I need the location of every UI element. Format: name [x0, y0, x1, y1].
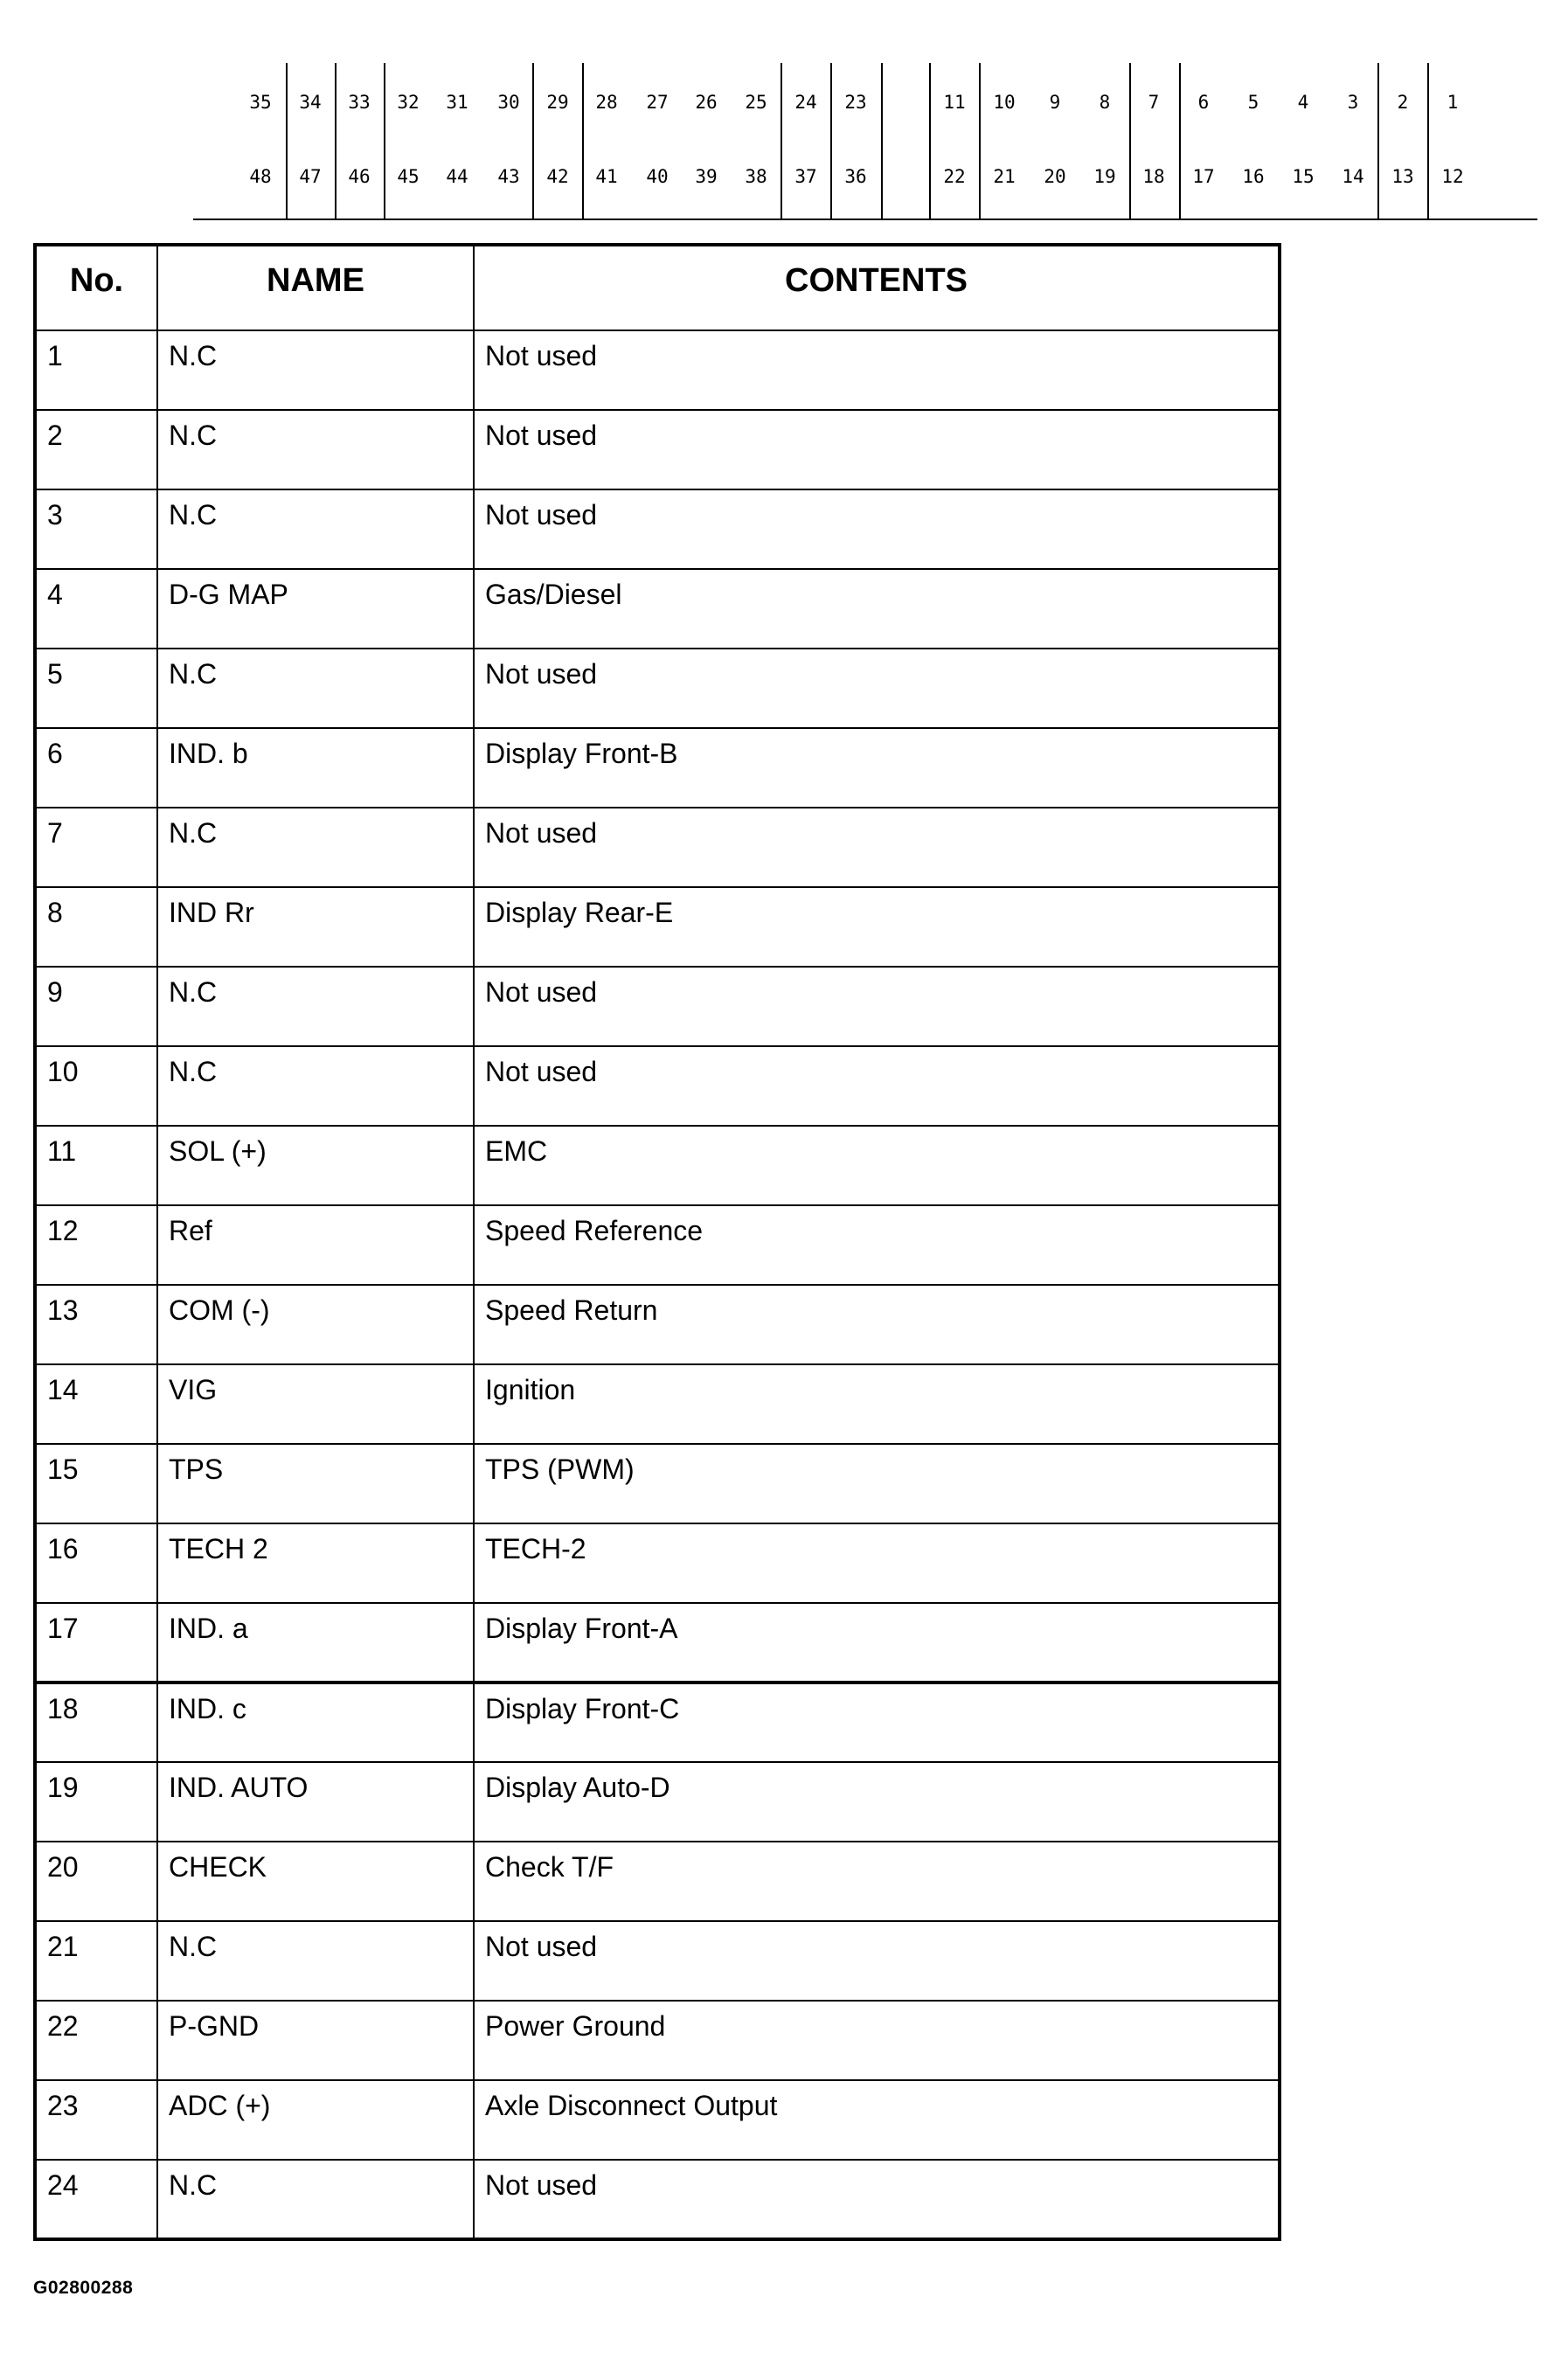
cell-contents: Display Front-C: [474, 1683, 1280, 1762]
connector-pin-label: 5: [1247, 92, 1259, 113]
connector-cavity-divider: [582, 63, 584, 220]
connector-pin-label: 12: [1441, 166, 1464, 187]
cell-name: N.C: [157, 1921, 474, 2001]
connector-pin-label: 43: [497, 166, 520, 187]
cell-name: P-GND: [157, 2001, 474, 2080]
connector-pin-label: 33: [348, 92, 371, 113]
connector-pin-label: 32: [397, 92, 420, 113]
cell-contents: Speed Reference: [474, 1205, 1280, 1285]
cell-name: SOL (+): [157, 1126, 474, 1205]
cell-name: COM (-): [157, 1285, 474, 1364]
connector-cavity-divider: [335, 63, 336, 220]
cell-no: 18: [35, 1683, 157, 1762]
cell-no: 5: [35, 649, 157, 728]
connector-pin-label: 24: [794, 92, 817, 113]
table-row: [35, 2001, 1280, 2080]
cell-contents: TPS (PWM): [474, 1444, 1280, 1523]
cell-no: 12: [35, 1205, 157, 1285]
cell-contents: Check T/F: [474, 1842, 1280, 1921]
pin-assignment-table: [33, 243, 1281, 2241]
table-row: [35, 1603, 1280, 1683]
table-row: [35, 569, 1280, 649]
cell-no: 1: [35, 330, 157, 410]
connector-pin-label: 42: [546, 166, 569, 187]
connector-pin-label: 39: [695, 166, 718, 187]
cell-name: N.C: [157, 330, 474, 410]
connector-pin-label: 13: [1391, 166, 1414, 187]
table-row: [35, 1364, 1280, 1444]
cell-no: 21: [35, 1921, 157, 2001]
cell-contents: Not used: [474, 1046, 1280, 1126]
cell-no: 10: [35, 1046, 157, 1126]
connector-pin-label: 10: [993, 92, 1016, 113]
cell-contents: EMC: [474, 1126, 1280, 1205]
connector-cavity-divider: [830, 63, 832, 220]
connector-pin-label: 41: [595, 166, 618, 187]
cell-no: 2: [35, 410, 157, 489]
table-row: [35, 649, 1280, 728]
connector-pin-label: 27: [646, 92, 669, 113]
table-row: [35, 887, 1280, 967]
table-row: [35, 1523, 1280, 1603]
connector-pin-label: 3: [1347, 92, 1359, 113]
table-row: [35, 1921, 1280, 2001]
connector-pin-label: 16: [1242, 166, 1265, 187]
cell-contents: Display Rear-E: [474, 887, 1280, 967]
cell-contents: Not used: [474, 2160, 1280, 2239]
cell-contents: Display Front-B: [474, 728, 1280, 808]
connector-pin-label: 40: [646, 166, 669, 187]
table-row: [35, 808, 1280, 887]
cell-contents: Speed Return: [474, 1285, 1280, 1364]
table-row: [35, 1842, 1280, 1921]
table-row: [35, 1762, 1280, 1842]
connector-pin-label: 31: [446, 92, 468, 113]
cell-no: 4: [35, 569, 157, 649]
connector-pin-label: 23: [844, 92, 867, 113]
cell-name: N.C: [157, 808, 474, 887]
connector-pin-label: 19: [1093, 166, 1116, 187]
connector-pin-label: 2: [1397, 92, 1409, 113]
cell-contents: Not used: [474, 410, 1280, 489]
connector-pin-label: 20: [1044, 166, 1066, 187]
connector-pin-label: 45: [397, 166, 420, 187]
cell-contents: Ignition: [474, 1364, 1280, 1444]
cell-no: 13: [35, 1285, 157, 1364]
connector-pin-label: 38: [745, 166, 767, 187]
cell-name: ADC (+): [157, 2080, 474, 2160]
cell-name: IND. b: [157, 728, 474, 808]
cell-no: 3: [35, 489, 157, 569]
connector-pin-label: 44: [446, 166, 468, 187]
connector-pin-label: 6: [1197, 92, 1210, 113]
cell-name: IND. c: [157, 1683, 474, 1762]
connector-pin-label: 8: [1099, 92, 1111, 113]
table-row: [35, 2160, 1280, 2239]
table-row: [35, 2080, 1280, 2160]
connector-pin-label: 30: [497, 92, 520, 113]
connector-pin-label: 47: [299, 166, 322, 187]
cell-no: 20: [35, 1842, 157, 1921]
connector-pin-label: 15: [1292, 166, 1315, 187]
table-row: [35, 1683, 1280, 1762]
table-row: [35, 489, 1280, 569]
connector-pin-label: 29: [546, 92, 569, 113]
table-row: [35, 967, 1280, 1046]
cell-name: N.C: [157, 489, 474, 569]
table-row: [35, 728, 1280, 808]
cell-contents: Power Ground: [474, 2001, 1280, 2080]
connector-pin-label: 14: [1342, 166, 1364, 187]
cell-no: 17: [35, 1603, 157, 1683]
table-header-row: [35, 245, 1280, 330]
cell-name: IND Rr: [157, 887, 474, 967]
table-row: [35, 1444, 1280, 1523]
connector-pin-label: 35: [249, 92, 272, 113]
connector-cavity-divider: [979, 63, 981, 220]
connector-pin-label: 4: [1297, 92, 1309, 113]
connector-pin-label: 7: [1148, 92, 1160, 113]
cell-no: 8: [35, 887, 157, 967]
connector-cavity-divider: [929, 63, 931, 220]
connector-pin-label: 9: [1049, 92, 1061, 113]
cell-name: D-G MAP: [157, 569, 474, 649]
cell-no: 24: [35, 2160, 157, 2239]
cell-contents: Axle Disconnect Output: [474, 2080, 1280, 2160]
table-row: [35, 1046, 1280, 1126]
cell-name: TPS: [157, 1444, 474, 1523]
header-no: No.: [35, 245, 157, 330]
cell-no: 22: [35, 2001, 157, 2080]
cell-name: N.C: [157, 410, 474, 489]
connector-pin-label: 25: [745, 92, 767, 113]
connector-pin-label: 26: [695, 92, 718, 113]
connector-pin-label: 28: [595, 92, 618, 113]
cell-name: IND. AUTO: [157, 1762, 474, 1842]
cell-name: TECH 2: [157, 1523, 474, 1603]
cell-no: 7: [35, 808, 157, 887]
connector-pin-label: 36: [844, 166, 867, 187]
table-body: [35, 330, 1280, 2239]
cell-no: 6: [35, 728, 157, 808]
cell-no: 19: [35, 1762, 157, 1842]
connector-cavity-divider: [1129, 63, 1131, 220]
table-row: [35, 1126, 1280, 1205]
connector-pin-label: 46: [348, 166, 371, 187]
cell-no: 9: [35, 967, 157, 1046]
connector-cavity-divider: [1427, 63, 1429, 220]
connector-pin-label: 11: [943, 92, 966, 113]
cell-name: N.C: [157, 2160, 474, 2239]
cell-contents: Not used: [474, 489, 1280, 569]
table-row: [35, 1205, 1280, 1285]
cell-contents: Not used: [474, 808, 1280, 887]
connector-pin-label: 17: [1192, 166, 1215, 187]
figure-code: G02800288: [33, 2278, 134, 2298]
connector-cavity-divider: [384, 63, 385, 220]
cell-name: N.C: [157, 649, 474, 728]
cell-contents: Not used: [474, 330, 1280, 410]
cell-no: 16: [35, 1523, 157, 1603]
cell-name: CHECK: [157, 1842, 474, 1921]
cell-name: VIG: [157, 1364, 474, 1444]
connector-pin-label: 21: [993, 166, 1016, 187]
cell-name: N.C: [157, 1046, 474, 1126]
connector-pin-label: 48: [249, 166, 272, 187]
cell-contents: Display Auto-D: [474, 1762, 1280, 1842]
connector-cavity-divider: [286, 63, 288, 220]
connector-pin-label: 34: [299, 92, 322, 113]
header-contents: CONTENTS: [474, 245, 1280, 330]
cell-no: 14: [35, 1364, 157, 1444]
cell-contents: Not used: [474, 967, 1280, 1046]
connector-pin-label: 1: [1447, 92, 1459, 113]
cell-name: Ref: [157, 1205, 474, 1285]
connector-cavity-divider: [532, 63, 534, 220]
cell-no: 15: [35, 1444, 157, 1523]
connector-pin-label: 37: [794, 166, 817, 187]
connector-pin-label: 18: [1142, 166, 1165, 187]
cell-contents: Gas/Diesel: [474, 569, 1280, 649]
connector-cavity-divider: [1179, 63, 1181, 220]
connector-cavity-divider: [1377, 63, 1379, 220]
cell-contents: Not used: [474, 649, 1280, 728]
cell-contents: TECH-2: [474, 1523, 1280, 1603]
cell-name: IND. a: [157, 1603, 474, 1683]
table-row: [35, 410, 1280, 489]
cell-no: 11: [35, 1126, 157, 1205]
connector-baseline: [193, 219, 1537, 220]
connector-pinout-diagram: [0, 0, 1568, 227]
connector-cavity-divider: [781, 63, 782, 220]
connector-pin-label: 22: [943, 166, 966, 187]
cell-contents: Not used: [474, 1921, 1280, 2001]
cell-no: 23: [35, 2080, 157, 2160]
table-row: [35, 330, 1280, 410]
cell-contents: Display Front-A: [474, 1603, 1280, 1683]
cell-name: N.C: [157, 967, 474, 1046]
header-name: NAME: [157, 245, 474, 330]
table-row: [35, 1285, 1280, 1364]
connector-cavity-divider: [881, 63, 883, 220]
